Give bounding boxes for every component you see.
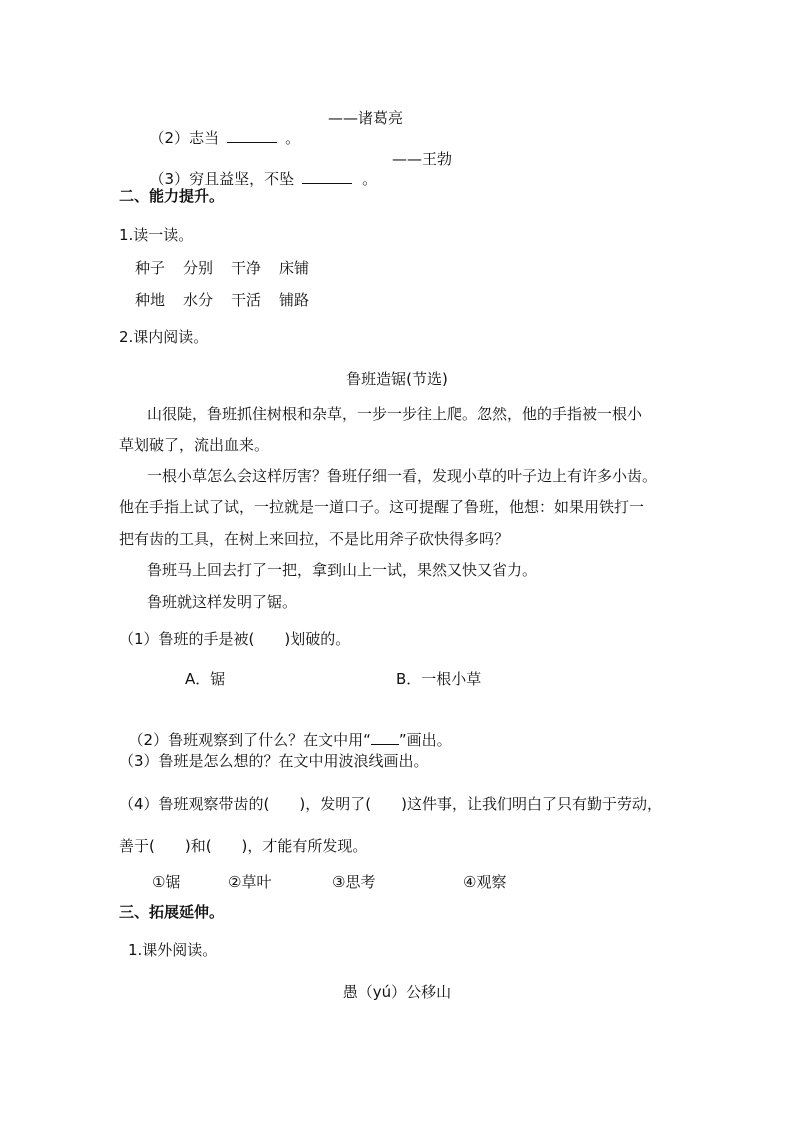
choice-item[interactable]: ①锯 [152,873,181,891]
word: 干活 [231,291,262,309]
question-1: （1）鲁班的手是被( )划破的。 [119,630,351,648]
choice-item[interactable]: ③思考 [332,873,376,891]
item-suffix: 。 [285,129,301,147]
task-label: 1.读一读。 [119,226,194,244]
word: 种子 [135,259,166,277]
exercise-item-3 [140,149,377,189]
word: 床铺 [279,259,310,277]
question-2-suffix: ”画出。 [398,731,452,749]
item-prefix: （3）穷且益坚，不坠 [149,170,295,188]
task-label: 2.课内阅读。 [119,328,209,346]
passage-line: 山很陡，鲁班抓住树根和杂草，一步一步往上爬。忽然，他的手指被一根小 [147,405,643,423]
passage-line: 草划破了，流出血来。 [119,436,270,454]
task-label: 1.课外阅读。 [128,941,218,959]
question-3: （3）鲁班是怎么想的？在文中用波浪线画出。 [119,752,429,770]
item-author: ——王勃 [392,150,453,168]
passage-line: 他在手指上试了试，一拉就是一道口子。这可提醒了鲁班，他想：如果用铁打一 [119,498,645,516]
word: 铺路 [279,291,310,309]
choice-item[interactable]: ②草叶 [228,873,272,891]
question-2 [119,710,452,750]
choice-item[interactable]: ④观察 [463,873,507,891]
word: 水分 [183,291,214,309]
passage-line: 把有齿的工具，在树上来回拉，不是比用斧子砍快得多吗？ [119,530,510,548]
word: 分别 [183,259,214,277]
word: 干净 [231,259,262,277]
question-2-prefix: （2）鲁班观察到了什么？在文中用“ [128,731,371,749]
word: 种地 [135,291,166,309]
option-b[interactable]: B．一根小草 [396,670,482,688]
item-prefix: （2）志当 [149,129,220,147]
passage-line: 鲁班就这样发明了锯。 [147,593,298,611]
fill-blank[interactable] [302,169,352,184]
item-suffix: 。 [362,170,378,188]
item-author: ——诸葛亮 [328,109,404,127]
exercise-item-2 [140,108,300,148]
passage-title: 鲁班造锯(节选) [346,370,448,388]
question-4-line-1: （4）鲁班观察带齿的( )，发明了( )这件事，让我们明白了只有勤于劳动， [119,795,662,813]
section-heading: 二、能力提升。 [119,187,225,205]
passage-title: 愚（yú）公移山 [342,983,452,1001]
passage-line: 一根小草怎么会这样厉害？鲁班仔细一看，发现小草的叶子边上有许多小齿。 [147,467,658,485]
option-a[interactable]: A．锯 [185,670,226,688]
question-4-line-2: 善于( )和( )，才能有所发现。 [119,837,368,855]
underline-sample [371,730,399,745]
fill-blank[interactable] [227,128,277,143]
section-heading: 三、拓展延伸。 [119,903,225,921]
passage-line: 鲁班马上回去打了一把，拿到山上一试，果然又快又省力。 [147,561,538,579]
